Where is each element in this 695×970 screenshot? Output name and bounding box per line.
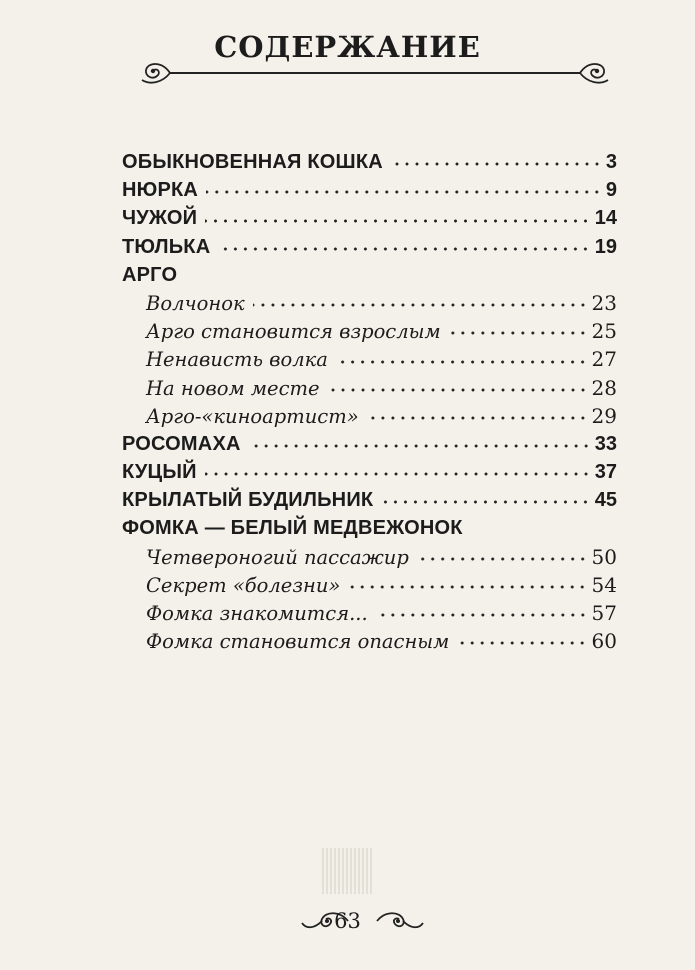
- dot-leader: [367, 415, 588, 421]
- toc-subentry: [122, 543, 617, 571]
- toc-page-number: 28: [591, 375, 617, 400]
- toc-page-number: 27: [591, 347, 617, 372]
- toc-subentry: [122, 374, 617, 402]
- dot-leader: [381, 499, 590, 505]
- toc-entry-label: РОСОМАХА: [122, 432, 241, 455]
- toc-chapter-entry: [122, 176, 617, 204]
- toc-subentry: [122, 402, 617, 430]
- toc-entry-label: ЧУЖОЙ: [122, 207, 198, 230]
- dot-leader: [336, 359, 588, 365]
- toc-page-number: 57: [591, 601, 617, 625]
- toc-page-number: 37: [594, 461, 617, 484]
- toc-entry-label: Четвероногий пассажир: [146, 545, 409, 569]
- toc-page-number: 3: [605, 151, 617, 173]
- toc-subentry: [122, 289, 617, 317]
- toc-page-number: 33: [594, 432, 617, 455]
- toc-entry-label: Арго-«киноартист»: [146, 404, 359, 428]
- toc-chapter-entry: [122, 148, 617, 176]
- bleed-through-barcode: [322, 848, 374, 894]
- toc-chapter-entry: [122, 514, 617, 542]
- toc-page-number: 9: [605, 179, 617, 202]
- toc-chapter-entry: [122, 261, 617, 289]
- toc-page-number: 14: [594, 207, 617, 230]
- toc-page-number: 54: [591, 572, 617, 597]
- toc-page-number: 19: [594, 235, 617, 258]
- toc-entry-label: КУЦЫЙ: [122, 461, 197, 484]
- page-title: СОДЕРЖАНИЕ: [214, 30, 481, 64]
- dot-leader: [205, 471, 591, 477]
- dot-leader: [253, 302, 588, 308]
- dot-leader: [348, 584, 587, 590]
- toc-entry-label: НЮРКА: [122, 179, 199, 202]
- toc-page-number: 23: [591, 290, 617, 315]
- toc-chapter-entry: [122, 430, 617, 458]
- footer-right-ornament: [375, 905, 425, 935]
- toc-subentry: [122, 627, 617, 655]
- toc-entry-label: Арго становится взрослым: [146, 320, 441, 344]
- dot-leader: [417, 556, 588, 562]
- toc-page-number: 29: [591, 403, 617, 428]
- toc-subentry: [122, 599, 617, 627]
- toc-entry-label: Фомка становится опасным: [146, 630, 450, 654]
- toc-entry-label: Фомка знакомится...: [146, 602, 368, 625]
- toc-page-number: 60: [591, 629, 617, 654]
- toc-entry-label: ТЮЛЬКА: [122, 235, 211, 258]
- toc-chapter-entry: [122, 204, 617, 232]
- toc-page-number: 50: [591, 544, 617, 569]
- toc-entry-label: КРЫЛАТЫЙ БУДИЛЬНИК: [122, 489, 374, 512]
- dot-leader: [457, 640, 587, 646]
- title-divider-ornament: [140, 56, 610, 90]
- toc-page-number: 25: [591, 319, 617, 344]
- dot-leader: [218, 246, 590, 252]
- dot-leader: [206, 189, 602, 195]
- toc-entry-label: Секрет «болезни»: [146, 573, 341, 597]
- toc-entry-label: На новом месте: [146, 376, 320, 400]
- toc-entry-label: ОБЫКНОВЕННАЯ КОШКА: [122, 151, 383, 173]
- toc-entry-label: Ненависть волка: [146, 348, 328, 372]
- toc-page-number: 45: [594, 489, 617, 512]
- toc-chapter-entry: [122, 458, 617, 486]
- dot-leader: [205, 218, 591, 224]
- toc-subentry: [122, 345, 617, 373]
- page-footer: [0, 905, 695, 941]
- toc-subentry: [122, 317, 617, 345]
- toc-chapter-entry: [122, 486, 617, 514]
- table-of-contents: [122, 148, 617, 655]
- dot-leader: [376, 612, 588, 618]
- dot-leader: [328, 387, 588, 393]
- toc-entry-label: Волчонок: [146, 291, 245, 315]
- dot-leader: [249, 443, 591, 449]
- toc-entry-label: АРГО: [122, 263, 178, 286]
- toc-chapter-entry: [122, 233, 617, 261]
- toc-subentry: [122, 571, 617, 599]
- page-number: 63: [334, 909, 361, 933]
- dot-leader: [449, 330, 588, 336]
- toc-entry-label: ФОМКА — БЕЛЫЙ МЕДВЕЖОНОК: [122, 517, 463, 540]
- dot-leader: [391, 161, 602, 167]
